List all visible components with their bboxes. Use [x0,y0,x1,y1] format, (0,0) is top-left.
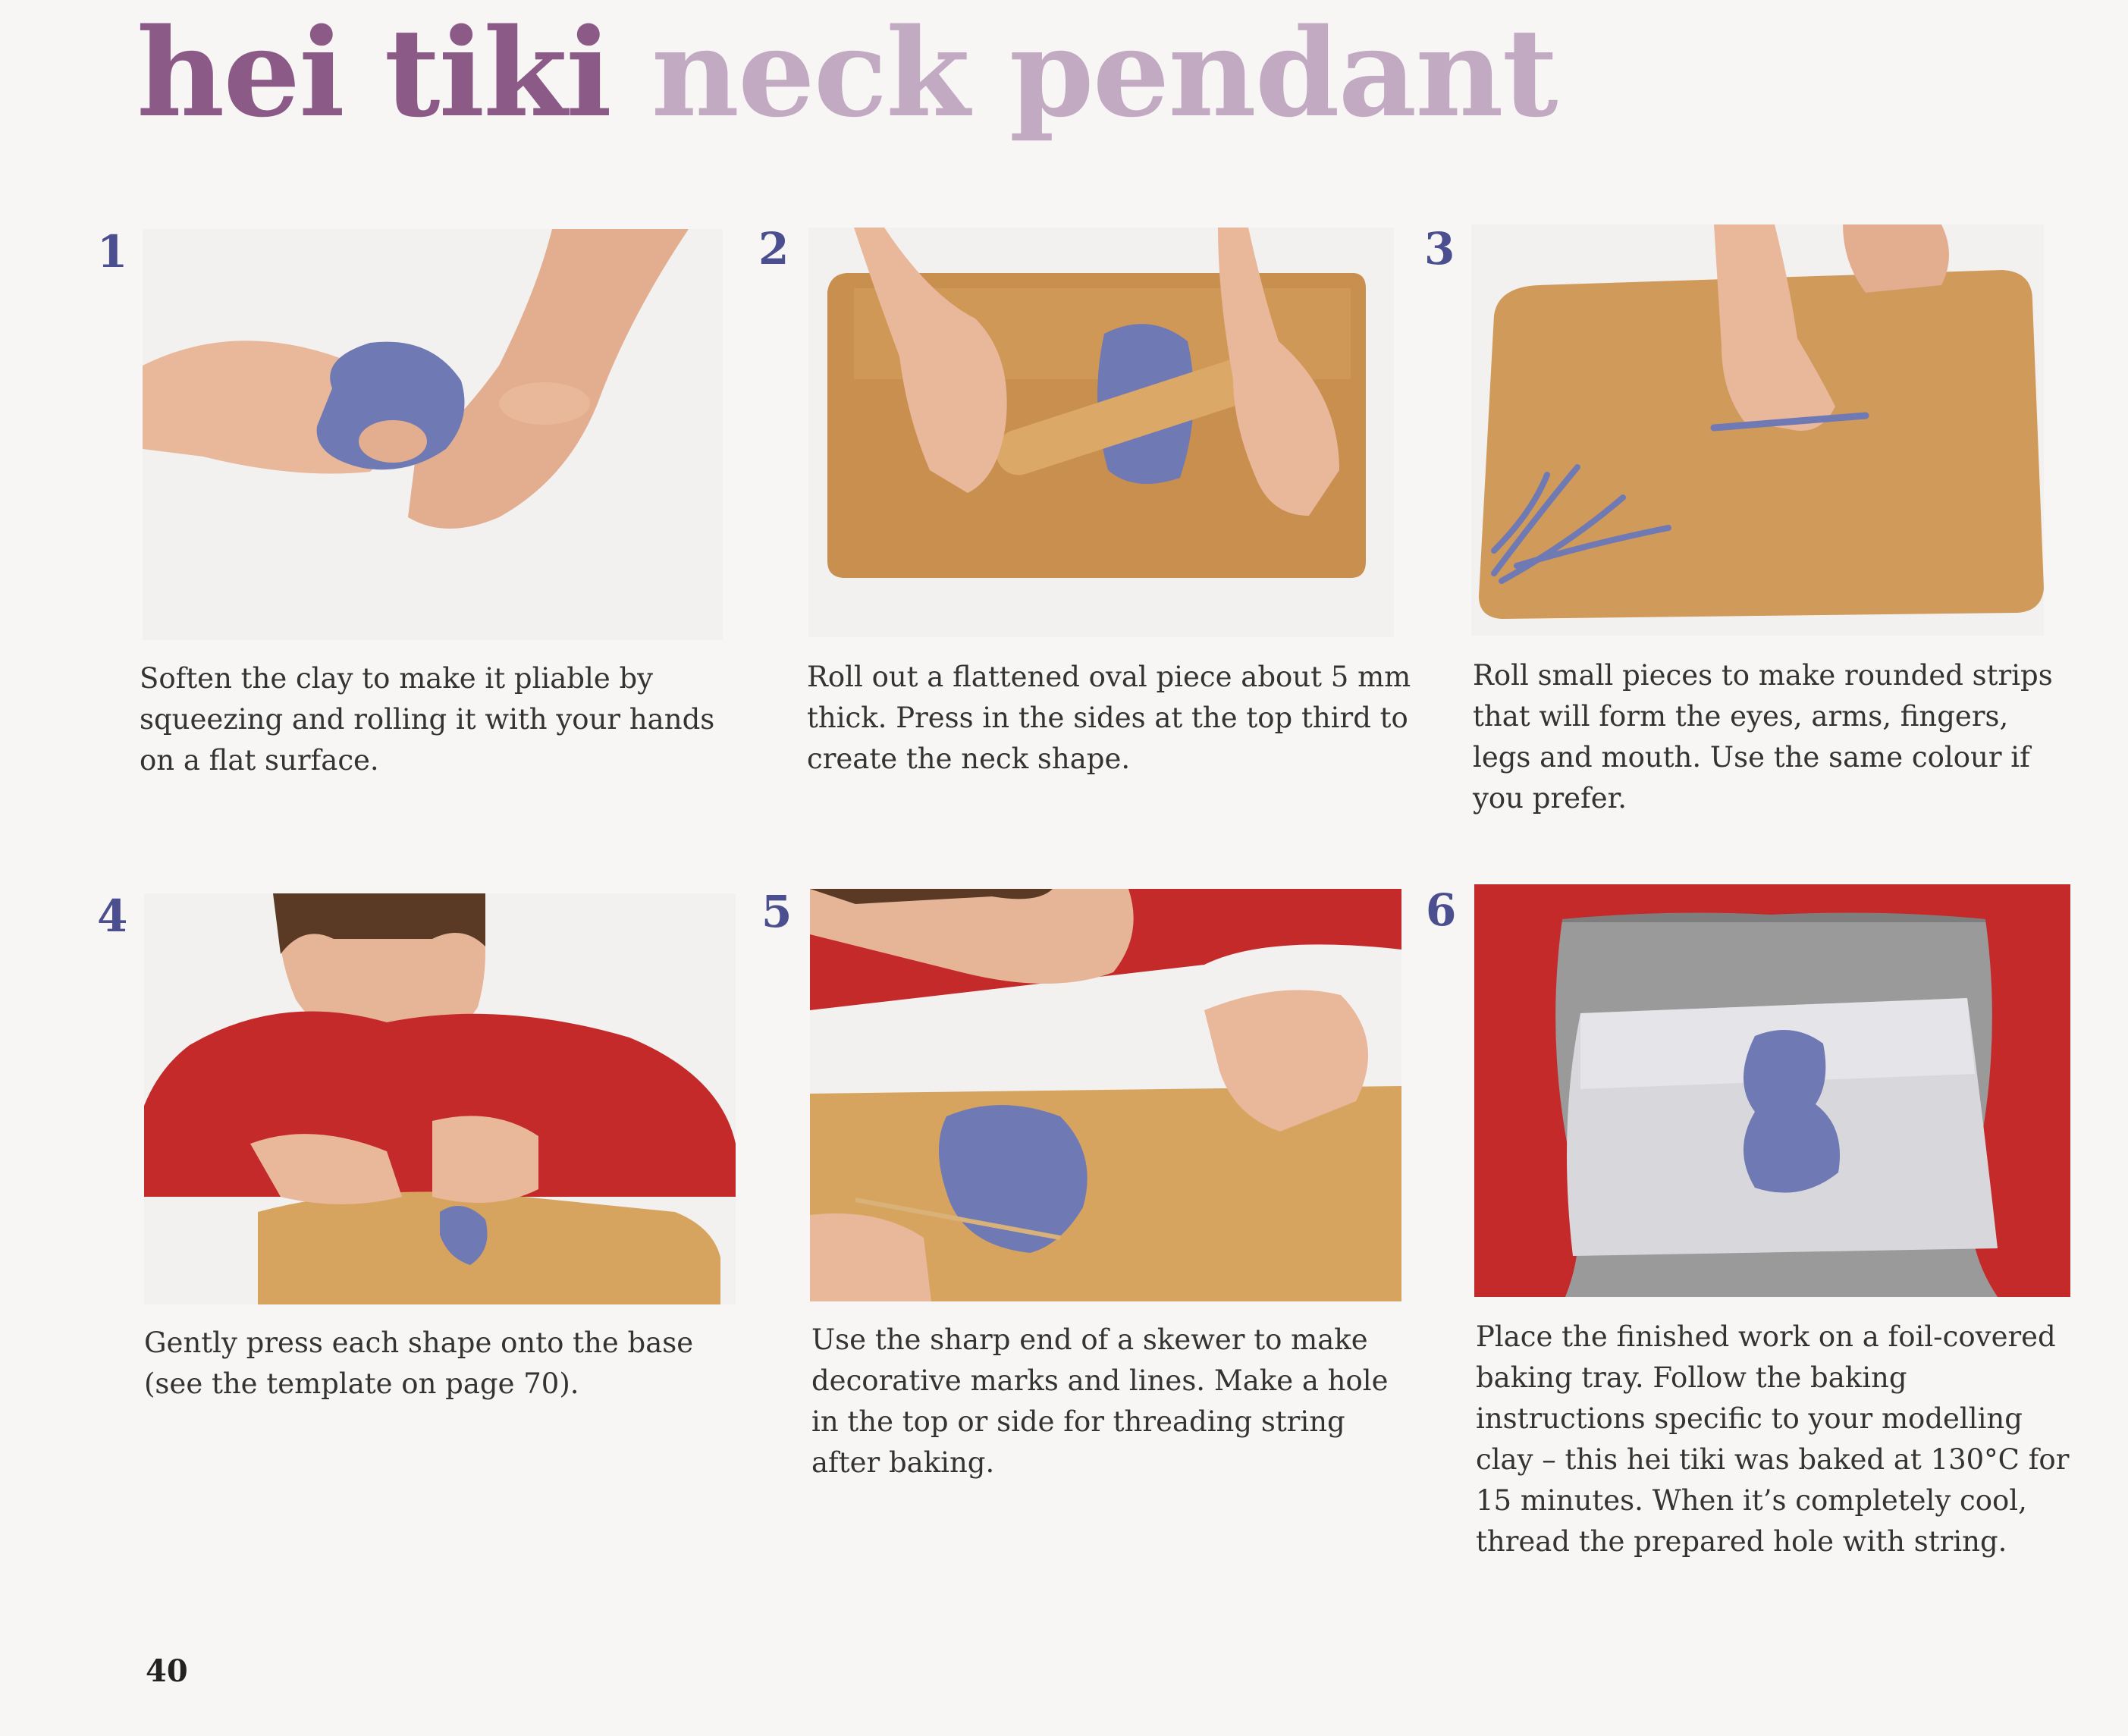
step-caption: Roll small pieces to make rounded strips that will form the eyes, arms, fingers, legs and mouth. Use the same colour if you prefer. [1473,659,2053,815]
page-title [137,2,1557,144]
step-number: 1 [97,226,128,278]
step-number: 4 [97,890,128,942]
step-number: 3 [1424,223,1455,275]
page-number: 40 [146,1653,188,1689]
rolling-strips-photo [1471,224,2044,636]
step-number: 2 [758,223,789,275]
hands-softening-clay-photo [143,229,723,640]
step-number: 6 [1426,884,1457,936]
skewer-marking-photo [810,889,1401,1301]
title-part-1: hei tiki [137,2,610,144]
step-caption: Soften the clay to make it pliable by squeezing and rolling it with your hands on a flat surface. [140,662,715,777]
rolling-pin-board-photo [808,228,1394,637]
step-caption: Gently press each shape onto the base (see the template on page 70). [144,1326,694,1400]
foil-baking-tray-photo [1474,884,2070,1297]
step-caption: Roll out a flattened oval piece about 5 mm thick. Press in the sides at the top third to create the neck shape. [807,661,1411,775]
step-caption: Place the finished work on a foil-covered baking tray. Follow the baking instructions specific to your modelling clay – this hei tiki was baked at 130°C for 15 minutes. When it’s completely cool, thread the prepared hole with string. [1476,1320,2070,1558]
title-part-2: neck pendant [651,2,1557,144]
step-number: 5 [761,886,793,937]
step-caption: Use the sharp end of a skewer to make decorative marks and lines. Make a hole in the top or side for threading string after baking. [811,1323,1389,1479]
boy-pressing-shapes-photo [144,893,736,1304]
